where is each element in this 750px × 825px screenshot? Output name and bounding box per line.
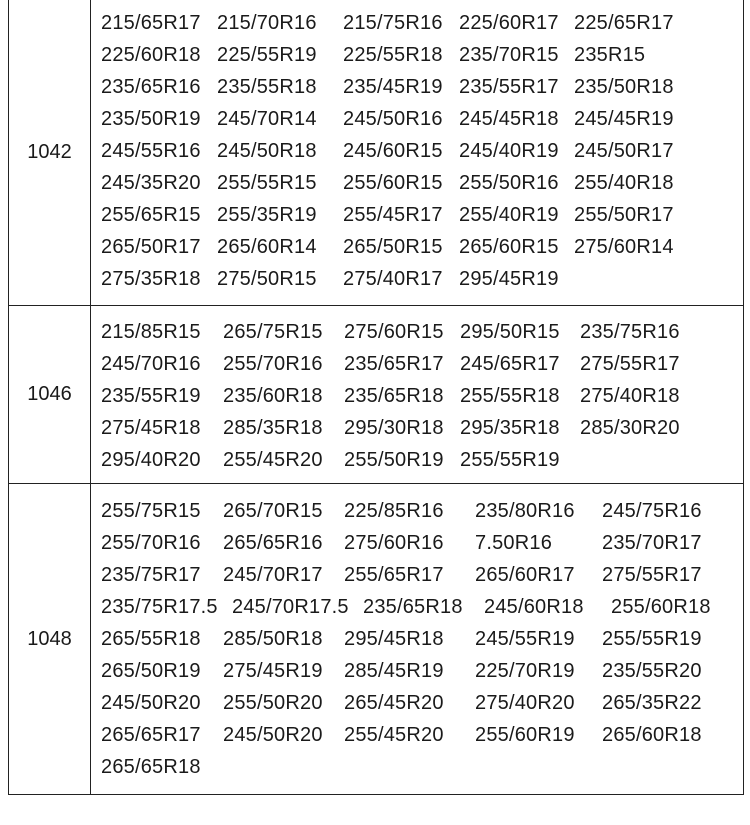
tire-size: 235/55R19 — [101, 385, 201, 407]
tire-size: 265/55R18 — [101, 628, 201, 650]
tire-size: 275/40R18 — [580, 385, 680, 407]
tire-size: 245/50R16 — [343, 108, 443, 130]
tire-size: 255/70R16 — [101, 532, 201, 554]
tire-size: 255/60R18 — [611, 596, 711, 618]
tire-size: 255/40R18 — [574, 172, 674, 194]
tire-size: 235/55R20 — [602, 660, 702, 682]
tire-size: 7.50R16 — [475, 532, 553, 554]
tire-size: 215/65R17 — [101, 12, 201, 34]
tire-size: 265/50R19 — [101, 660, 201, 682]
tire-size: 255/60R15 — [343, 172, 443, 194]
tire-size: 225/70R19 — [475, 660, 575, 682]
tire-size: 295/45R18 — [344, 628, 444, 650]
tire-size: 255/45R20 — [344, 724, 444, 746]
tire-size: 255/50R19 — [344, 449, 444, 471]
tire-size: 245/35R20 — [101, 172, 201, 194]
tire-size: 235/50R19 — [101, 108, 201, 130]
tire-size: 295/50R15 — [460, 321, 560, 343]
tire-size: 235/65R17 — [344, 353, 444, 375]
tire-size: 265/65R16 — [223, 532, 323, 554]
tire-size: 235/65R18 — [363, 596, 463, 618]
tire-size: 245/70R14 — [217, 108, 317, 130]
tire-size: 265/50R17 — [101, 236, 201, 258]
tire-size: 265/50R15 — [343, 236, 443, 258]
tire-size: 235/55R17 — [459, 76, 559, 98]
tire-size: 245/70R16 — [101, 353, 201, 375]
model-number-cell: 1048 — [9, 484, 91, 794]
tire-size: 255/45R17 — [343, 204, 443, 226]
table-row-1048 — [8, 484, 744, 795]
tire-size: 255/50R16 — [459, 172, 559, 194]
tire-size: 275/45R18 — [101, 417, 201, 439]
tire-size: 225/55R19 — [217, 44, 317, 66]
tire-size: 235/65R18 — [344, 385, 444, 407]
tire-size: 295/30R18 — [344, 417, 444, 439]
tire-size: 225/55R18 — [343, 44, 443, 66]
tire-size: 235/60R18 — [223, 385, 323, 407]
tire-size: 285/45R19 — [344, 660, 444, 682]
tire-size: 295/40R20 — [101, 449, 201, 471]
tire-size: 235/75R16 — [580, 321, 680, 343]
tire-size: 275/40R20 — [475, 692, 575, 714]
model-number-cell: 1042 — [9, 0, 91, 305]
tire-size: 235/65R16 — [101, 76, 201, 98]
tire-size: 235R15 — [574, 44, 646, 66]
tire-size: 275/35R18 — [101, 268, 201, 290]
tire-size: 255/50R20 — [223, 692, 323, 714]
tire-size: 295/45R19 — [459, 268, 559, 290]
tire-size: 245/50R20 — [101, 692, 201, 714]
tire-size: 245/75R16 — [602, 500, 702, 522]
tire-size: 285/35R18 — [223, 417, 323, 439]
tire-size: 215/85R15 — [101, 321, 201, 343]
tire-size: 265/35R22 — [602, 692, 702, 714]
tire-size: 245/70R17 — [223, 564, 323, 586]
tire-size: 245/65R17 — [460, 353, 560, 375]
tire-size: 275/50R15 — [217, 268, 317, 290]
tire-size: 235/75R17.5 — [101, 596, 218, 618]
tire-size: 235/45R19 — [343, 76, 443, 98]
tire-size: 265/60R17 — [475, 564, 575, 586]
tire-size: 255/55R18 — [460, 385, 560, 407]
tire-size: 245/55R19 — [475, 628, 575, 650]
tire-size: 255/35R19 — [217, 204, 317, 226]
tire-size: 275/40R17 — [343, 268, 443, 290]
tire-size: 245/50R17 — [574, 140, 674, 162]
table-row-1042 — [8, 0, 744, 306]
model-number-cell: 1046 — [9, 306, 91, 483]
tire-size: 295/35R18 — [460, 417, 560, 439]
tire-size: 255/45R20 — [223, 449, 323, 471]
tire-size: 215/70R16 — [217, 12, 317, 34]
tire-size: 245/45R18 — [459, 108, 559, 130]
tire-size: 235/70R15 — [459, 44, 559, 66]
tire-size: 245/40R19 — [459, 140, 559, 162]
tire-size: 245/50R20 — [223, 724, 323, 746]
tire-size: 235/50R18 — [574, 76, 674, 98]
tire-size: 235/55R18 — [217, 76, 317, 98]
tire-size: 255/55R19 — [602, 628, 702, 650]
tire-size: 215/75R16 — [343, 12, 443, 34]
tire-size: 265/65R17 — [101, 724, 201, 746]
tire-size: 225/85R16 — [344, 500, 444, 522]
tire-size: 265/45R20 — [344, 692, 444, 714]
tire-size: 255/40R19 — [459, 204, 559, 226]
tire-size: 245/60R15 — [343, 140, 443, 162]
tire-size: 245/50R18 — [217, 140, 317, 162]
tire-size: 255/60R19 — [475, 724, 575, 746]
tire-size: 225/60R17 — [459, 12, 559, 34]
tire-size: 265/65R18 — [101, 756, 201, 778]
tire-size: 285/50R18 — [223, 628, 323, 650]
table-row-1046 — [8, 306, 744, 484]
tire-size: 265/60R18 — [602, 724, 702, 746]
tire-size: 275/60R16 — [344, 532, 444, 554]
tire-size: 245/55R16 — [101, 140, 201, 162]
tire-size: 225/60R18 — [101, 44, 201, 66]
tire-size: 255/65R17 — [344, 564, 444, 586]
tire-size: 255/55R19 — [460, 449, 560, 471]
tire-size: 275/55R17 — [602, 564, 702, 586]
tire-size: 255/65R15 — [101, 204, 201, 226]
tire-size: 275/60R14 — [574, 236, 674, 258]
tire-size: 255/55R15 — [217, 172, 317, 194]
tire-size: 235/80R16 — [475, 500, 575, 522]
tire-size: 265/60R14 — [217, 236, 317, 258]
tire-size: 255/75R15 — [101, 500, 201, 522]
tire-size: 275/60R15 — [344, 321, 444, 343]
tire-size: 235/70R17 — [602, 532, 702, 554]
tire-size: 255/50R17 — [574, 204, 674, 226]
tire-size: 245/60R18 — [484, 596, 584, 618]
tire-size: 275/55R17 — [580, 353, 680, 375]
tire-size: 245/45R19 — [574, 108, 674, 130]
tire-size: 245/70R17.5 — [232, 596, 349, 618]
tire-size: 255/70R16 — [223, 353, 323, 375]
tire-size: 285/30R20 — [580, 417, 680, 439]
tire-size: 265/70R15 — [223, 500, 323, 522]
tire-size: 225/65R17 — [574, 12, 674, 34]
tire-size: 265/60R15 — [459, 236, 559, 258]
tire-size: 235/75R17 — [101, 564, 201, 586]
tire-size: 275/45R19 — [223, 660, 323, 682]
tire-size: 265/75R15 — [223, 321, 323, 343]
